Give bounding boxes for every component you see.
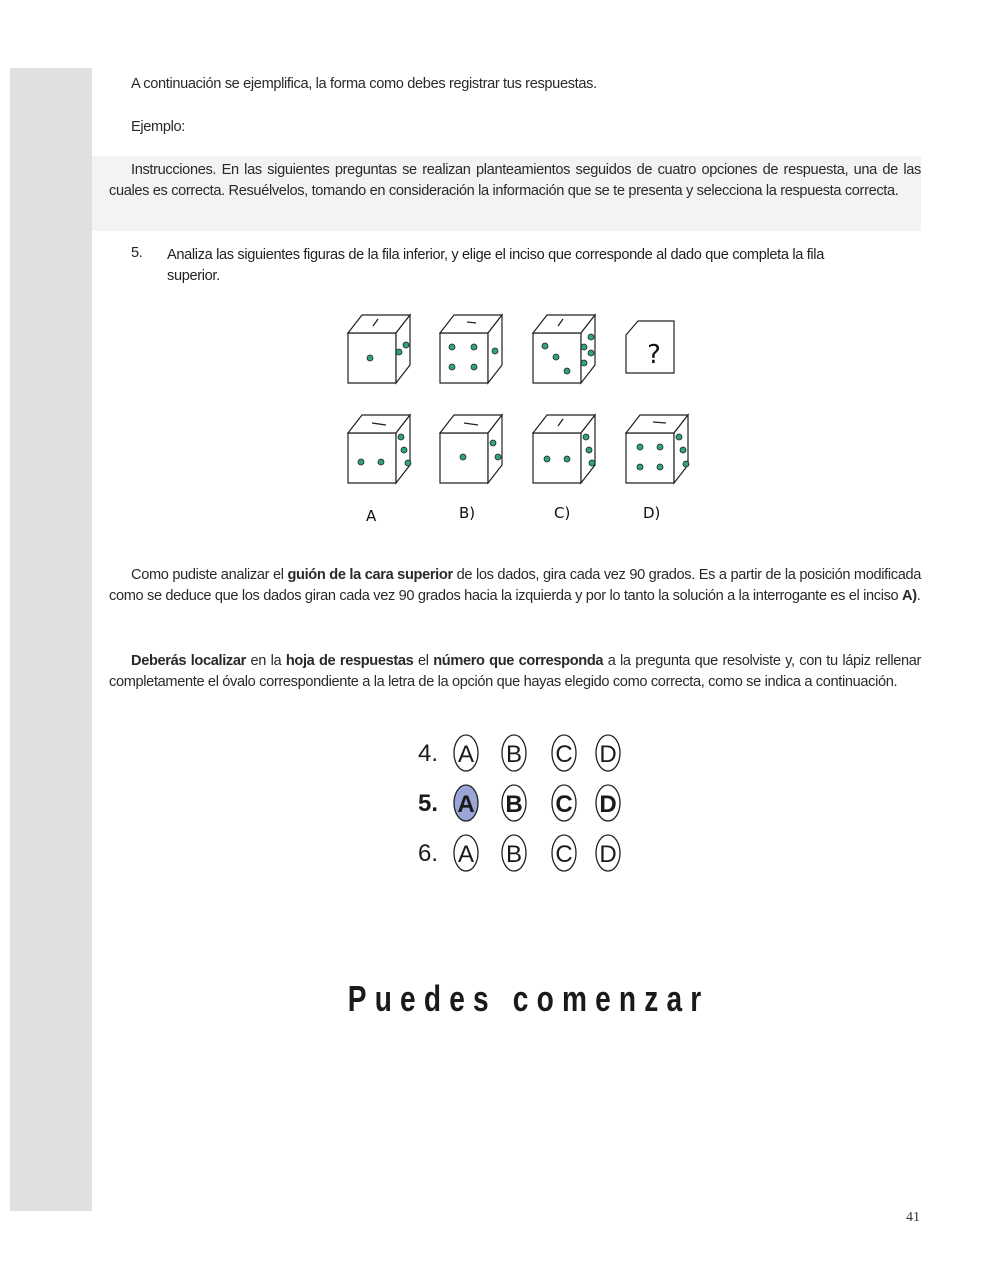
answer-row-5 (418, 785, 620, 821)
question-mark: ? (647, 340, 661, 370)
question-text: Analiza las siguientes figuras de la fila inferior, y elige el inciso que corresponde al dado que completa la fila superior. (167, 247, 824, 284)
row-number: 4. (418, 740, 439, 767)
svg-text:B: B (505, 741, 523, 768)
question-number: 5. (131, 245, 143, 261)
intro-text: A continuación se ejemplifica, la forma como debes registrar tus respuestas. (131, 76, 597, 92)
answer-row-4 (418, 735, 620, 771)
svg-text:B: B (505, 791, 523, 818)
svg-text:D: D (599, 841, 617, 868)
svg-text:D: D (599, 791, 617, 818)
closing-heading: Puedes comenzar (347, 978, 710, 1019)
page-number: 41 (906, 1210, 920, 1225)
example-label: Ejemplo: (131, 119, 185, 135)
option-die-d (626, 415, 689, 483)
option-label-d: D) (643, 504, 661, 522)
svg-text:C: C (555, 791, 573, 818)
die-top-2 (440, 315, 502, 383)
option-die-b (440, 415, 502, 483)
svg-text:B: B (505, 841, 523, 868)
unknown-card (626, 321, 674, 373)
die-top-1 (348, 315, 410, 383)
svg-text:C: C (555, 741, 573, 768)
svg-text:A: A (457, 791, 475, 818)
svg-text:A: A (457, 741, 475, 768)
answer-row-6 (418, 835, 620, 871)
explanation-paragraph-2: Deberás localizar en la hoja de respuestas el número que corresponda a la pregunta que resolviste y, con tu lápiz rellenar completamente el óvalo correspondiente a la letra de la opción que hayas elegido como correcta, como se indica a continuación. (109, 653, 922, 690)
option-die-c (533, 415, 595, 483)
explanation-paragraph-1: Como pudiste analizar el guión de la cara superior de los dados, gira cada vez 90 grados. Es a partir de la posición modificada como se deduce que los dados giran cada vez 90 grados hacia la izquierda y por lo tanto la solución a la interrogante es el inciso A). (109, 567, 922, 604)
svg-text:A: A (457, 841, 475, 868)
row-number: 6. (418, 840, 439, 867)
option-label-a: A (366, 507, 377, 525)
row-number: 5. (418, 790, 439, 817)
option-label-b: B) (459, 504, 476, 522)
option-label-c: C) (554, 504, 571, 522)
instructions-text: Instrucciones. En las siguientes preguntas se realizan planteamientos seguidos de cuatro opciones de respuesta, una de las cuales es correcta. Resuélvelos, tomando en consideración la información que se te presenta y selecciona la respuesta correcta. (109, 162, 921, 199)
dice-figure (330, 305, 710, 535)
svg-text:C: C (555, 841, 573, 868)
answer-sheet-example (405, 730, 635, 880)
svg-text:D: D (599, 741, 617, 768)
die-top-3 (533, 315, 595, 383)
option-die-a (348, 415, 411, 483)
page-margin-bar (10, 68, 92, 1211)
